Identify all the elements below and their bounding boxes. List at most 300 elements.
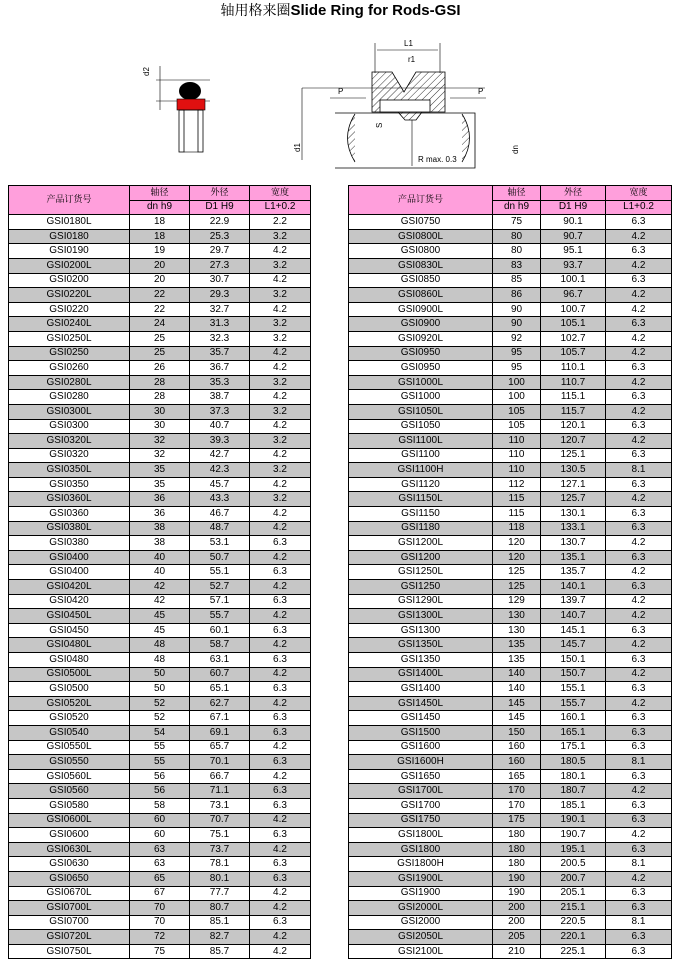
cell-rod-diameter: 145 (493, 696, 541, 711)
cell-width: 4.2 (606, 434, 672, 449)
cell-rod-diameter: 55 (130, 755, 190, 770)
cell-rod-diameter: 36 (130, 492, 190, 507)
header-product: 产品订货号 (349, 186, 493, 215)
table-row (349, 536, 672, 551)
table-row (349, 682, 672, 697)
cell-product-code: GSI1900L (349, 871, 493, 886)
cell-outer-diameter: 29.3 (190, 288, 250, 303)
table-row (349, 842, 672, 857)
cell-width: 3.2 (250, 288, 311, 303)
cell-outer-diameter: 31.3 (190, 317, 250, 332)
table-row (9, 784, 311, 799)
cell-rod-diameter: 140 (493, 667, 541, 682)
cell-product-code: GSI0630L (9, 842, 130, 857)
cell-product-code: GSI1400L (349, 667, 493, 682)
cell-rod-diameter: 30 (130, 404, 190, 419)
cell-outer-diameter: 200.7 (541, 871, 606, 886)
subheader-axis: dn h9 (130, 200, 190, 215)
table-row (9, 317, 311, 332)
cell-product-code: GSI1000 (349, 390, 493, 405)
cell-product-code: GSI0380 (9, 536, 130, 551)
cell-rod-diameter: 18 (130, 229, 190, 244)
cell-product-code: GSI1700L (349, 784, 493, 799)
cell-width: 6.3 (606, 361, 672, 376)
cell-width: 6.3 (606, 682, 672, 697)
cell-outer-diameter: 73.1 (190, 798, 250, 813)
cell-rod-diameter: 52 (130, 711, 190, 726)
cell-rod-diameter: 55 (130, 740, 190, 755)
cell-outer-diameter: 135.1 (541, 550, 606, 565)
cell-product-code: GSI0260 (9, 361, 130, 376)
cell-rod-diameter: 38 (130, 536, 190, 551)
table-row (9, 740, 311, 755)
cell-width: 3.2 (250, 463, 311, 478)
table-row (9, 448, 311, 463)
cell-outer-diameter: 135.7 (541, 565, 606, 580)
cell-product-code: GSI1250 (349, 580, 493, 595)
cell-outer-diameter: 45.7 (190, 477, 250, 492)
cell-product-code: GSI0480L (9, 638, 130, 653)
table-row (9, 550, 311, 565)
cell-width: 4.2 (250, 580, 311, 595)
cell-width: 4.2 (606, 696, 672, 711)
cell-product-code: GSI1100 (349, 448, 493, 463)
cell-rod-diameter: 67 (130, 886, 190, 901)
cell-rod-diameter: 38 (130, 521, 190, 536)
cell-product-code: GSI1500 (349, 725, 493, 740)
cell-outer-diameter: 220.1 (541, 930, 606, 945)
cell-product-code: GSI0350 (9, 477, 130, 492)
cell-rod-diameter: 130 (493, 609, 541, 624)
cell-outer-diameter: 39.3 (190, 434, 250, 449)
table-row (349, 229, 672, 244)
cell-width: 4.2 (606, 828, 672, 843)
cell-rod-diameter: 190 (493, 886, 541, 901)
cell-product-code: GSI0180 (9, 229, 130, 244)
table-row (349, 594, 672, 609)
cell-outer-diameter: 52.7 (190, 580, 250, 595)
cell-rod-diameter: 45 (130, 609, 190, 624)
cell-product-code: GSI1200 (349, 550, 493, 565)
table-row (349, 258, 672, 273)
cell-width: 8.1 (606, 755, 672, 770)
cell-outer-diameter: 120.7 (541, 434, 606, 449)
cell-width: 4.2 (606, 229, 672, 244)
table-row (9, 857, 311, 872)
cell-rod-diameter: 40 (130, 550, 190, 565)
cell-outer-diameter: 160.1 (541, 711, 606, 726)
cell-product-code: GSI0580 (9, 798, 130, 813)
cell-outer-diameter: 145.7 (541, 638, 606, 653)
cell-product-code: GSI0900 (349, 317, 493, 332)
cell-rod-diameter: 72 (130, 930, 190, 945)
header-width: 宽度 (250, 186, 311, 201)
cell-outer-diameter: 35.3 (190, 375, 250, 390)
cell-width: 6.3 (606, 901, 672, 916)
cell-width: 4.2 (250, 390, 311, 405)
cell-outer-diameter: 190.1 (541, 813, 606, 828)
table-row (349, 288, 672, 303)
cell-rod-diameter: 180 (493, 857, 541, 872)
cell-product-code: GSI1450 (349, 711, 493, 726)
cell-width: 6.3 (250, 623, 311, 638)
cell-outer-diameter: 67.1 (190, 711, 250, 726)
cell-width: 4.2 (606, 536, 672, 551)
table-row (349, 521, 672, 536)
cell-outer-diameter: 130.7 (541, 536, 606, 551)
cell-width: 4.2 (606, 609, 672, 624)
cell-outer-diameter: 205.1 (541, 886, 606, 901)
table-row (9, 507, 311, 522)
table-row (9, 769, 311, 784)
cell-outer-diameter: 70.7 (190, 813, 250, 828)
cell-width: 4.2 (250, 302, 311, 317)
cell-outer-diameter: 37.3 (190, 404, 250, 419)
table-row (9, 901, 311, 916)
cell-outer-diameter: 42.3 (190, 463, 250, 478)
cell-product-code: GSI0320 (9, 448, 130, 463)
cell-product-code: GSI1120 (349, 477, 493, 492)
cell-rod-diameter: 115 (493, 507, 541, 522)
cell-outer-diameter: 50.7 (190, 550, 250, 565)
table-row (349, 244, 672, 259)
cell-product-code: GSI1400 (349, 682, 493, 697)
cell-outer-diameter: 127.1 (541, 477, 606, 492)
table-row (349, 886, 672, 901)
cell-rod-diameter: 22 (130, 302, 190, 317)
cell-product-code: GSI0700 (9, 915, 130, 930)
cell-width: 6.3 (250, 725, 311, 740)
cell-width: 4.2 (606, 667, 672, 682)
cell-width: 6.3 (606, 419, 672, 434)
cell-product-code: GSI0360L (9, 492, 130, 507)
cell-product-code: GSI1000L (349, 375, 493, 390)
table-row (9, 215, 311, 230)
cell-product-code: GSI1300L (349, 609, 493, 624)
ring-cross-section (142, 66, 210, 152)
cell-product-code: GSI0720L (9, 930, 130, 945)
cell-width: 3.2 (250, 492, 311, 507)
cell-outer-diameter: 150.1 (541, 653, 606, 668)
cell-rod-diameter: 56 (130, 769, 190, 784)
cell-width: 4.2 (606, 871, 672, 886)
table-row (9, 302, 311, 317)
cell-width: 4.2 (250, 930, 311, 945)
header-axis: 轴径 (493, 186, 541, 201)
cell-outer-diameter: 22.9 (190, 215, 250, 230)
table-row (9, 258, 311, 273)
cell-product-code: GSI1050 (349, 419, 493, 434)
cell-width: 3.2 (250, 229, 311, 244)
cell-rod-diameter: 40 (130, 565, 190, 580)
cell-product-code: GSI0400 (9, 565, 130, 580)
cell-outer-diameter: 200.5 (541, 857, 606, 872)
subheader-width: L1+0.2 (606, 200, 672, 215)
cell-outer-diameter: 63.1 (190, 653, 250, 668)
cell-rod-diameter: 42 (130, 580, 190, 595)
cell-rod-diameter: 125 (493, 580, 541, 595)
cell-rod-diameter: 28 (130, 390, 190, 405)
cell-product-code: GSI1450L (349, 696, 493, 711)
label-L1: L1 (404, 39, 413, 48)
cell-product-code: GSI0400 (9, 550, 130, 565)
cell-outer-diameter: 38.7 (190, 390, 250, 405)
table-row (9, 419, 311, 434)
cell-outer-diameter: 155.1 (541, 682, 606, 697)
cell-rod-diameter: 75 (130, 944, 190, 959)
cell-product-code: GSI0520 (9, 711, 130, 726)
cell-outer-diameter: 29.7 (190, 244, 250, 259)
cell-product-code: GSI0450L (9, 609, 130, 624)
cell-width: 4.2 (250, 361, 311, 376)
table-row (9, 667, 311, 682)
cell-rod-diameter: 165 (493, 769, 541, 784)
cell-product-code: GSI1180 (349, 521, 493, 536)
table-row (9, 682, 311, 697)
cell-outer-diameter: 195.1 (541, 842, 606, 857)
table-row (9, 609, 311, 624)
cell-outer-diameter: 66.7 (190, 769, 250, 784)
groove-drawing (293, 39, 520, 168)
cell-product-code: GSI0500 (9, 682, 130, 697)
cell-width: 4.2 (250, 638, 311, 653)
table-row (9, 565, 311, 580)
cell-outer-diameter: 105.1 (541, 317, 606, 332)
cell-product-code: GSI0380L (9, 521, 130, 536)
cell-width: 6.3 (606, 944, 672, 959)
cell-outer-diameter: 32.7 (190, 302, 250, 317)
cell-width: 4.2 (606, 492, 672, 507)
cell-width: 3.2 (250, 258, 311, 273)
cell-width: 6.3 (606, 886, 672, 901)
table-row (349, 361, 672, 376)
table-row (349, 492, 672, 507)
cell-product-code: GSI1250L (349, 565, 493, 580)
cell-width: 6.3 (250, 857, 311, 872)
cell-rod-diameter: 170 (493, 784, 541, 799)
cell-width: 6.3 (250, 565, 311, 580)
table-row (349, 317, 672, 332)
label-p-left: P (338, 87, 344, 96)
cell-width: 6.3 (606, 507, 672, 522)
cell-product-code: GSI0450 (9, 623, 130, 638)
cell-product-code: GSI0550 (9, 755, 130, 770)
cell-product-code: GSI0280L (9, 375, 130, 390)
cell-width: 4.2 (250, 521, 311, 536)
cell-width: 6.3 (606, 653, 672, 668)
cell-outer-diameter: 215.1 (541, 901, 606, 916)
cell-width: 4.2 (250, 696, 311, 711)
cell-outer-diameter: 185.1 (541, 798, 606, 813)
cell-rod-diameter: 50 (130, 667, 190, 682)
cell-width: 4.2 (250, 477, 311, 492)
cell-rod-diameter: 110 (493, 463, 541, 478)
label-d1: d1 (293, 143, 302, 152)
cell-width: 3.2 (250, 404, 311, 419)
cell-width: 4.2 (606, 594, 672, 609)
cell-width: 8.1 (606, 915, 672, 930)
table-row (349, 901, 672, 916)
cell-rod-diameter: 120 (493, 536, 541, 551)
label-d2: d2 (142, 67, 151, 76)
cell-product-code: GSI1800L (349, 828, 493, 843)
cell-rod-diameter: 160 (493, 740, 541, 755)
cell-outer-diameter: 190.7 (541, 828, 606, 843)
cell-width: 6.3 (250, 536, 311, 551)
table-row (9, 331, 311, 346)
cell-width: 6.3 (606, 842, 672, 857)
cell-outer-diameter: 60.1 (190, 623, 250, 638)
cell-width: 6.3 (606, 725, 672, 740)
cell-width: 4.2 (250, 901, 311, 916)
cell-outer-diameter: 55.1 (190, 565, 250, 580)
cell-rod-diameter: 24 (130, 317, 190, 332)
table-row (9, 390, 311, 405)
subheader-outer: D1 H9 (190, 200, 250, 215)
cell-product-code: GSI1350L (349, 638, 493, 653)
table-row (9, 696, 311, 711)
cell-rod-diameter: 210 (493, 944, 541, 959)
cell-width: 6.3 (250, 682, 311, 697)
cell-rod-diameter: 80 (493, 229, 541, 244)
table-row (349, 580, 672, 595)
table-row (349, 448, 672, 463)
cell-rod-diameter: 92 (493, 331, 541, 346)
cell-outer-diameter: 125.7 (541, 492, 606, 507)
cell-product-code: GSI0480 (9, 653, 130, 668)
cell-width: 4.2 (250, 944, 311, 959)
cell-width: 4.2 (250, 886, 311, 901)
header-axis: 轴径 (130, 186, 190, 201)
cell-product-code: GSI0750 (349, 215, 493, 230)
table-row (9, 623, 311, 638)
cell-width: 6.3 (606, 580, 672, 595)
cell-rod-diameter: 54 (130, 725, 190, 740)
label-dn: dn (511, 145, 520, 154)
cell-outer-diameter: 60.7 (190, 667, 250, 682)
cell-rod-diameter: 83 (493, 258, 541, 273)
cell-outer-diameter: 80.7 (190, 901, 250, 916)
cell-outer-diameter: 36.7 (190, 361, 250, 376)
cell-rod-diameter: 32 (130, 434, 190, 449)
cell-outer-diameter: 75.1 (190, 828, 250, 843)
cell-width: 6.3 (606, 477, 672, 492)
cell-product-code: GSI1800H (349, 857, 493, 872)
table-row (349, 419, 672, 434)
cell-product-code: GSI0360 (9, 507, 130, 522)
cell-rod-diameter: 90 (493, 302, 541, 317)
cell-width: 2.2 (250, 215, 311, 230)
cell-width: 6.3 (250, 798, 311, 813)
table-row (9, 375, 311, 390)
cell-product-code: GSI0750L (9, 944, 130, 959)
cell-outer-diameter: 80.1 (190, 871, 250, 886)
cell-rod-diameter: 28 (130, 375, 190, 390)
cell-outer-diameter: 105.7 (541, 346, 606, 361)
cell-rod-diameter: 200 (493, 915, 541, 930)
table-row (349, 696, 672, 711)
cell-product-code: GSI0350L (9, 463, 130, 478)
cell-width: 4.2 (250, 609, 311, 624)
cell-rod-diameter: 110 (493, 448, 541, 463)
cell-outer-diameter: 53.1 (190, 536, 250, 551)
subheader-outer: D1 H9 (541, 200, 606, 215)
table-row (349, 565, 672, 580)
cell-rod-diameter: 160 (493, 755, 541, 770)
cell-outer-diameter: 69.1 (190, 725, 250, 740)
cell-product-code: GSI2050L (349, 930, 493, 945)
cell-width: 4.2 (250, 813, 311, 828)
cell-outer-diameter: 130.5 (541, 463, 606, 478)
cell-outer-diameter: 110.7 (541, 375, 606, 390)
cell-outer-diameter: 43.3 (190, 492, 250, 507)
cell-outer-diameter: 175.1 (541, 740, 606, 755)
cell-outer-diameter: 155.7 (541, 696, 606, 711)
cell-outer-diameter: 220.5 (541, 915, 606, 930)
cell-rod-diameter: 70 (130, 901, 190, 916)
cell-width: 6.3 (606, 930, 672, 945)
cell-product-code: GSI0700L (9, 901, 130, 916)
cell-outer-diameter: 145.1 (541, 623, 606, 638)
cell-product-code: GSI0320L (9, 434, 130, 449)
cell-rod-diameter: 112 (493, 477, 541, 492)
table-row (349, 404, 672, 419)
table-row (9, 944, 311, 959)
table-row (9, 346, 311, 361)
cell-width: 4.2 (606, 404, 672, 419)
cell-outer-diameter: 40.7 (190, 419, 250, 434)
cell-product-code: GSI0920L (349, 331, 493, 346)
cell-rod-diameter: 48 (130, 653, 190, 668)
table-row (349, 755, 672, 770)
cell-width: 6.3 (606, 215, 672, 230)
table-row (9, 229, 311, 244)
cell-product-code: GSI0280 (9, 390, 130, 405)
cell-rod-diameter: 30 (130, 419, 190, 434)
cell-width: 6.3 (250, 711, 311, 726)
table-row (349, 667, 672, 682)
cell-product-code: GSI1300 (349, 623, 493, 638)
cell-rod-diameter: 190 (493, 871, 541, 886)
table-row (9, 755, 311, 770)
cell-rod-diameter: 58 (130, 798, 190, 813)
table-row (349, 871, 672, 886)
cell-rod-diameter: 110 (493, 434, 541, 449)
cell-width: 6.3 (606, 711, 672, 726)
cell-width: 6.3 (606, 550, 672, 565)
cell-rod-diameter: 80 (493, 244, 541, 259)
cell-rod-diameter: 18 (130, 215, 190, 230)
cell-rod-diameter: 95 (493, 346, 541, 361)
table-row (349, 944, 672, 959)
table-row (349, 302, 672, 317)
cell-width: 6.3 (606, 521, 672, 536)
cell-width: 3.2 (250, 317, 311, 332)
table-body-left (9, 215, 311, 959)
table-row (9, 930, 311, 945)
table-row (9, 653, 311, 668)
cell-rod-diameter: 42 (130, 594, 190, 609)
table-row (9, 434, 311, 449)
cell-width: 6.3 (606, 623, 672, 638)
table-row (9, 711, 311, 726)
cell-outer-diameter: 65.1 (190, 682, 250, 697)
cell-rod-diameter: 35 (130, 463, 190, 478)
cell-width: 3.2 (250, 331, 311, 346)
cell-width: 4.2 (606, 346, 672, 361)
label-p-right: P (478, 87, 484, 96)
cell-outer-diameter: 46.7 (190, 507, 250, 522)
